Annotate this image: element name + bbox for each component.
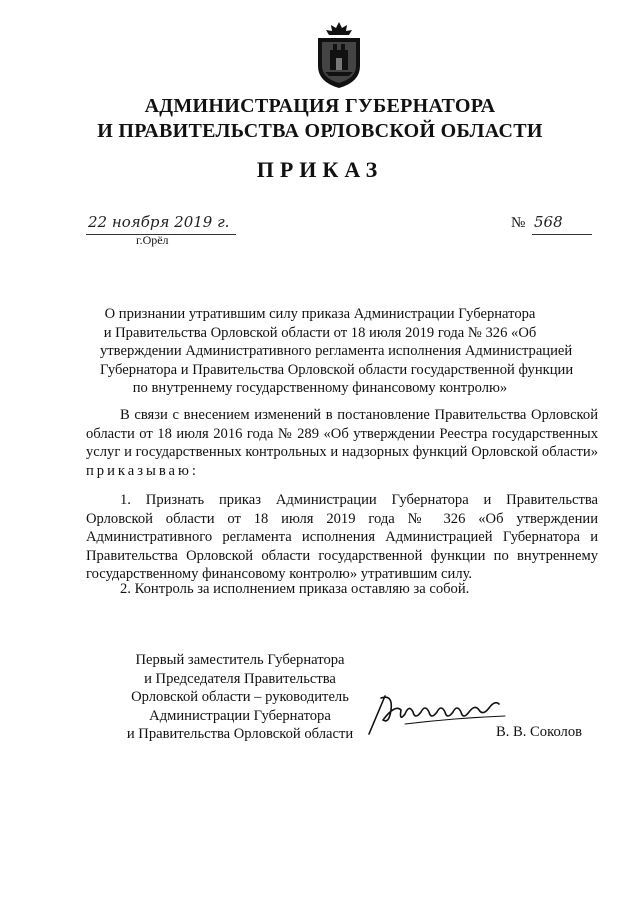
issuer-name-line-1: АДМИНИСТРАЦИЯ ГУБЕРНАТОРА bbox=[144, 95, 496, 117]
title-line: по внутреннему государственному финансовому контролю» bbox=[132, 380, 508, 396]
city: г.Орёл bbox=[136, 233, 169, 247]
number-sign: № bbox=[511, 215, 526, 231]
issuer-name-line-2: И ПРАВИТЕЛЬСТВА ОРЛОВСКОЙ ОБЛАСТИ bbox=[97, 120, 543, 142]
number-field bbox=[532, 213, 592, 235]
position-line: и Председателя Правительства bbox=[144, 670, 336, 687]
order-word: приказываю: bbox=[86, 462, 199, 479]
signatory-name: В. В. Соколов bbox=[496, 724, 583, 740]
position-line: Орловской области – руководитель bbox=[131, 689, 349, 705]
handwritten-signature-icon bbox=[365, 690, 515, 740]
position-line: и Правительства Орловской области bbox=[126, 726, 354, 742]
handwritten-date: 22 ноября 2019 г. bbox=[88, 213, 230, 231]
signatory-position bbox=[110, 651, 370, 744]
preamble-text: В связи с внесением изменений в постановление Правительства Орловской области от 18 июля 2016 года № 289 «Об утверждении Реестра государственных услуг и государственных контрольных и надзорных функций Орловской области» bbox=[86, 407, 598, 460]
handwritten-number: 568 bbox=[534, 213, 563, 231]
title-line: утверждении Административного регламента исполнения Администрацией bbox=[100, 343, 573, 359]
document-title bbox=[100, 305, 574, 398]
title-line: и Правительства Орловской области от 18 июля 2019 года № 326 «Об bbox=[103, 324, 537, 341]
order-item-1: 1. Признать приказ Администрации Губернатора и Правительства Орловской области от 18 июля 2019 года № 326 «Об утверждении Административного регламента исполнения Администрацией Губернатора и Правительства Орловской области государственной функции по внутреннему государственному финансовому контролю» утратившим силу. bbox=[86, 492, 598, 582]
document-type: ПРИКАЗ bbox=[256, 157, 384, 182]
title-line: Губернатора и Правительства Орловской области государственной функции bbox=[100, 361, 574, 378]
title-line: О признании утратившим силу приказа Администрации Губернатора bbox=[104, 306, 536, 322]
order-item-2: 2. Контроль за исполнением приказа оставляю за собой. bbox=[120, 581, 470, 597]
preamble-paragraph bbox=[86, 406, 598, 480]
position-line: Администрации Губернатора bbox=[149, 707, 331, 724]
position-line: Первый заместитель Губернатора bbox=[135, 652, 345, 668]
coat-of-arms-icon bbox=[313, 20, 365, 90]
